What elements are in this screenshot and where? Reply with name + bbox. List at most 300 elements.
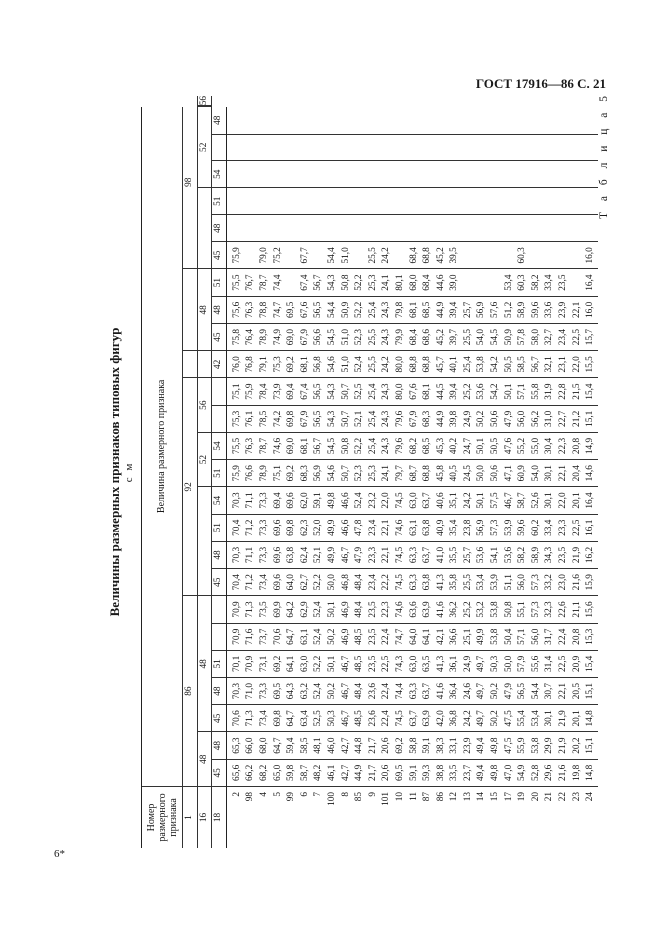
table-cell [435, 107, 449, 134]
table-cell: 54,0 [475, 323, 489, 350]
table-cell: 69,8 [285, 514, 299, 541]
table-row [421, 96, 435, 848]
table-cell [299, 188, 313, 215]
table-cell: 23,3 [367, 541, 381, 568]
table-cell: 69,0 [285, 323, 299, 350]
table-cell: 36,6 [448, 623, 462, 650]
table-cell: 75,8 [226, 323, 244, 350]
table-cell: 45,7 [435, 351, 449, 378]
table-cell: 56,0 [530, 623, 544, 650]
table-row [435, 96, 449, 848]
table-cell: 71,1 [244, 541, 258, 568]
table-cell: 53,2 [475, 596, 489, 623]
table-cell [543, 134, 557, 161]
table-cell: 23,9 [557, 296, 571, 323]
table-cell: 24,9 [462, 650, 476, 677]
table-cell: 70,3 [226, 487, 244, 514]
table-cell: 60,3 [516, 269, 530, 296]
table-cell: 50,6 [489, 405, 503, 432]
table-cell: 50,8 [340, 432, 354, 459]
table-cell: 71,2 [244, 569, 258, 596]
table-cell: 58,2 [530, 269, 544, 296]
row-number: 100 [326, 791, 337, 806]
table-cell [353, 242, 367, 269]
table-cell: 68,8 [421, 242, 435, 269]
table-cell: 39,7 [448, 323, 462, 350]
table-cell: 78,9 [258, 460, 272, 487]
table-cell: 30,7 [543, 678, 557, 705]
table-cell [543, 215, 557, 242]
table-cell: 73,7 [258, 623, 272, 650]
column-label: 42 [212, 351, 227, 378]
table-cell: 23,4 [367, 514, 381, 541]
table-cell: 42,0 [435, 705, 449, 732]
table-cell: 59,8 [285, 759, 299, 786]
table-cell [367, 188, 381, 215]
table-cell: 23,5 [367, 650, 381, 677]
table-cell: 25,4 [367, 432, 381, 459]
table-row [394, 96, 408, 848]
table-cell: 68,7 [408, 460, 422, 487]
table-cell [380, 188, 394, 215]
table-cell: 68,4 [408, 323, 422, 350]
table-cell: 69,4 [272, 487, 286, 514]
table-cell: 54,5 [489, 323, 503, 350]
table-cell [571, 188, 585, 215]
table-cell: 70,3 [226, 541, 244, 568]
table-cell: 44,6 [435, 269, 449, 296]
table-cell: 69,6 [272, 541, 286, 568]
table-cell: 40,9 [435, 514, 449, 541]
table-cell: 59,3 [421, 759, 435, 786]
table-cell [584, 134, 598, 161]
table-cell: 36,1 [448, 650, 462, 677]
table-cell: 63,7 [421, 487, 435, 514]
subgroup-header: 48 [197, 596, 212, 732]
table-cell: 42,1 [435, 623, 449, 650]
table-cell: 25,7 [462, 541, 476, 568]
table-cell [285, 107, 299, 134]
table-cell [272, 215, 286, 242]
table-cell: 25,2 [462, 596, 476, 623]
table-cell: 22,5 [557, 650, 571, 677]
table-cell: 31,9 [543, 378, 557, 405]
table-cell [421, 161, 435, 188]
table-cell: 58,7 [299, 759, 313, 786]
table-cell [448, 134, 462, 161]
table-cell: 80,1 [394, 269, 408, 296]
table-cell: 56,8 [312, 351, 326, 378]
table-cell: 50,9 [340, 296, 354, 323]
table-cell: 32,7 [543, 323, 557, 350]
table-cell [435, 134, 449, 161]
table-cell [299, 161, 313, 188]
table-cell: 23,9 [462, 732, 476, 759]
table-cell: 73,1 [258, 650, 272, 677]
table-cell: 63,7 [421, 541, 435, 568]
table-cell: 68,5 [421, 432, 435, 459]
table-cell: 22,4 [380, 623, 394, 650]
table-cell: 20,1 [571, 705, 585, 732]
table-cell [421, 134, 435, 161]
table-cell [462, 188, 476, 215]
table-cell [489, 188, 503, 215]
table-cell: 48,5 [353, 623, 367, 650]
table-cell [489, 161, 503, 188]
table-cell: 21,7 [367, 759, 381, 786]
table-cell: 54,1 [489, 541, 503, 568]
table-cell: 23,4 [557, 323, 571, 350]
table-cell [543, 242, 557, 269]
table-cell: 41,6 [435, 678, 449, 705]
table-cell: 54,5 [326, 323, 340, 350]
table-cell [462, 215, 476, 242]
table-cell [380, 134, 394, 161]
table-cell: 80,0 [394, 378, 408, 405]
table-row [244, 96, 258, 848]
table-cell: 20,6 [380, 759, 394, 786]
column-label [212, 378, 227, 405]
page-mark: 6* [54, 848, 65, 860]
table-cell: 68,5 [421, 296, 435, 323]
table-cell: 75,9 [226, 460, 244, 487]
table-cell: 69,8 [285, 405, 299, 432]
table-cell: 24,6 [462, 678, 476, 705]
table-cell [326, 134, 340, 161]
table-cell: 14,9 [584, 432, 598, 459]
column-label: 54 [212, 161, 227, 188]
table-cell: 56,0 [516, 569, 530, 596]
table-cell: 68,4 [408, 242, 422, 269]
table-cell: 54,2 [489, 378, 503, 405]
table-cell [584, 161, 598, 188]
table-cell [448, 215, 462, 242]
table-cell: 52,1 [312, 541, 326, 568]
table-cell [258, 215, 272, 242]
table-cell: 46,6 [340, 514, 354, 541]
table-cell: 74,3 [394, 650, 408, 677]
table-cell: 59,1 [421, 732, 435, 759]
table-cell: 16,4 [584, 487, 598, 514]
group-header: 92 [183, 378, 198, 596]
table-cell [353, 134, 367, 161]
table-cell: 68,1 [299, 351, 313, 378]
table-cell: 40,6 [435, 487, 449, 514]
table-cell: 48,5 [353, 650, 367, 677]
table-row [258, 96, 272, 848]
table-cell: 68,8 [421, 460, 435, 487]
table-cell: 52,3 [353, 323, 367, 350]
table-cell: 74,4 [394, 678, 408, 705]
table-cell: 25,5 [367, 323, 381, 350]
table-cell: 68,0 [408, 269, 422, 296]
table-cell [503, 161, 517, 188]
table-cell: 69,8 [272, 705, 286, 732]
table-cell [285, 161, 299, 188]
table-cell: 78,4 [258, 378, 272, 405]
table-cell: 52,4 [312, 623, 326, 650]
table-cell [285, 188, 299, 215]
table-cell: 45,2 [435, 323, 449, 350]
table-cell: 23,3 [557, 514, 571, 541]
table-cell: 39,4 [448, 378, 462, 405]
table-cell: 32,1 [543, 351, 557, 378]
table-cell: 64,1 [285, 650, 299, 677]
row-number: 14 [476, 791, 487, 802]
subgroup-header [197, 188, 212, 269]
table-cell [489, 242, 503, 269]
table-cell [462, 107, 476, 134]
table-cell [503, 188, 517, 215]
table-cell: 23,4 [367, 569, 381, 596]
table-cell: 54,4 [530, 678, 544, 705]
table-cell: 54,4 [326, 296, 340, 323]
table-cell: 70,9 [244, 650, 258, 677]
table-cell: 22,3 [557, 432, 571, 459]
table-cell: 54,6 [326, 351, 340, 378]
table-cell: 30,4 [543, 432, 557, 459]
table-cell [503, 242, 517, 269]
table-cell: 69,4 [285, 378, 299, 405]
table-cell: 71,3 [244, 705, 258, 732]
table-row [503, 96, 517, 848]
table-cell [353, 161, 367, 188]
table-cell [408, 134, 422, 161]
table-cell: 67,9 [299, 405, 313, 432]
table-cell: 68,3 [421, 405, 435, 432]
row-number: 6 [299, 791, 310, 797]
table-cell [543, 188, 557, 215]
table-cell [380, 107, 394, 134]
table-cell: 15,1 [584, 732, 598, 759]
table-cell [312, 134, 326, 161]
table-cell: 74,4 [272, 269, 286, 296]
table-cell: 69,0 [285, 432, 299, 459]
table-cell: 63,1 [299, 623, 313, 650]
table-cell: 51,0 [340, 242, 354, 269]
table-cell: 59,6 [516, 514, 530, 541]
table-cell: 30,1 [543, 460, 557, 487]
table-cell: 56,5 [312, 405, 326, 432]
table-cell: 75,5 [226, 269, 244, 296]
table-cell: 63,7 [408, 705, 422, 732]
table-cell: 21,9 [571, 541, 585, 568]
table-cell: 70,1 [226, 650, 244, 677]
table-cell: 46,7 [340, 705, 354, 732]
table-cell: 52,0 [312, 514, 326, 541]
column-label: 45 [212, 759, 227, 786]
table-cell [475, 242, 489, 269]
row-number: 86 [435, 791, 446, 802]
table-cell: 46,8 [340, 569, 354, 596]
column-label: 51 [212, 460, 227, 487]
table-cell: 22,1 [380, 541, 394, 568]
table-cell [557, 188, 571, 215]
table-cell: 24,9 [462, 405, 476, 432]
table-cell: 79,1 [258, 351, 272, 378]
table-cell: 50,2 [475, 405, 489, 432]
table-cell: 57,8 [516, 323, 530, 350]
table-cell [299, 215, 313, 242]
table-cell: 50,1 [475, 432, 489, 459]
table-cell: 79,0 [258, 242, 272, 269]
table-cell: 56,7 [312, 432, 326, 459]
table-cell: 56,9 [312, 460, 326, 487]
table-cell: 44,8 [353, 732, 367, 759]
data-table [141, 96, 598, 848]
table-cell [340, 134, 354, 161]
table-cell: 69,2 [272, 650, 286, 677]
table-cell: 56,2 [530, 405, 544, 432]
table-cell: 79,7 [394, 460, 408, 487]
table-cell: 63,1 [408, 514, 422, 541]
table-cell: 59,1 [312, 487, 326, 514]
table-cell: 56,7 [530, 351, 544, 378]
table-cell: 24,2 [462, 705, 476, 732]
table-cell: 69,6 [285, 487, 299, 514]
table-cell: 47,6 [503, 432, 517, 459]
table-cell [367, 161, 381, 188]
subgroup-header: 48 [197, 269, 212, 351]
table-cell: 47,8 [353, 514, 367, 541]
row-number: 15 [490, 791, 501, 802]
table-cell: 24,1 [380, 460, 394, 487]
table-cell: 24,2 [462, 487, 476, 514]
table-cell: 22,4 [380, 678, 394, 705]
table-cell: 42,7 [340, 732, 354, 759]
table-cell: 20,8 [571, 432, 585, 459]
table-cell: 73,4 [258, 705, 272, 732]
row-number: 87 [422, 791, 433, 802]
table-cell [435, 215, 449, 242]
table-cell: 67,6 [299, 296, 313, 323]
table-cell [408, 188, 422, 215]
table-row [367, 96, 381, 848]
table-row [530, 96, 544, 848]
table-cell: 55,4 [516, 705, 530, 732]
table-cell: 50,4 [503, 623, 517, 650]
table-cell: 64,1 [421, 623, 435, 650]
table-cell: 46,7 [340, 678, 354, 705]
row-number-header [142, 786, 183, 848]
table-cell: 74,5 [394, 569, 408, 596]
table-cell: 58,9 [516, 296, 530, 323]
row-number: 2 [231, 791, 242, 797]
table-cell: 25,5 [367, 242, 381, 269]
table-cell: 50,0 [503, 650, 517, 677]
table-cell [543, 161, 557, 188]
table-cell: 53,6 [503, 541, 517, 568]
table-cell: 14,8 [584, 705, 598, 732]
table-cell: 63,4 [299, 705, 313, 732]
table-cell: 47,1 [503, 460, 517, 487]
table-cell [226, 188, 244, 215]
table-cell: 63,0 [408, 650, 422, 677]
row-number: 11 [408, 791, 419, 801]
table-cell [448, 188, 462, 215]
table-cell: 22,5 [571, 514, 585, 541]
table-row [571, 96, 585, 848]
table-cell: 56,0 [516, 405, 530, 432]
table-cell: 50,2 [326, 678, 340, 705]
table-cell [380, 161, 394, 188]
table-cell [353, 188, 367, 215]
table-cell: 20,1 [571, 487, 585, 514]
table-cell: 25,5 [462, 323, 476, 350]
column-label [212, 405, 227, 432]
table-cell: 23,0 [557, 569, 571, 596]
table-cell: 60,2 [530, 514, 544, 541]
table-cell: 45,2 [435, 242, 449, 269]
table-cell: 79,6 [394, 432, 408, 459]
table-cell: 23,7 [462, 759, 476, 786]
table-cell: 50,3 [489, 650, 503, 677]
table-cell: 44,9 [435, 296, 449, 323]
table-cell [584, 215, 598, 242]
table-cell: 68,4 [421, 269, 435, 296]
table-cell: 66,2 [244, 759, 258, 786]
table-cell: 50,0 [475, 460, 489, 487]
table-cell: 73,4 [258, 569, 272, 596]
table-cell [226, 215, 244, 242]
table-cell [380, 215, 394, 242]
table-cell: 48,5 [353, 705, 367, 732]
table-cell: 15,7 [584, 323, 598, 350]
row-number: 20 [530, 791, 541, 802]
row-number-header-line: размерного [156, 793, 168, 842]
row-number: 4 [258, 791, 269, 797]
table-cell: 33,6 [543, 296, 557, 323]
table-cell: 78,5 [258, 405, 272, 432]
table-cell [530, 188, 544, 215]
table-cell: 36,8 [448, 705, 462, 732]
table-cell: 54,0 [530, 460, 544, 487]
table-cell: 45,8 [435, 460, 449, 487]
table-cell: 59,6 [530, 296, 544, 323]
table-cell: 79,9 [394, 323, 408, 350]
table-cell: 49,9 [475, 623, 489, 650]
column-label: 54 [212, 487, 227, 514]
table-cell: 56,9 [475, 514, 489, 541]
table-cell: 78,7 [258, 269, 272, 296]
table-cell [285, 242, 299, 269]
table-cell: 52,4 [353, 487, 367, 514]
table-cell: 50,6 [489, 460, 503, 487]
table-cell: 71,2 [244, 514, 258, 541]
table-cell [475, 134, 489, 161]
table-cell: 50,0 [326, 569, 340, 596]
table-cell: 73,5 [258, 596, 272, 623]
table-cell: 75,9 [226, 242, 244, 269]
table-cell [394, 242, 408, 269]
table-cell: 56,9 [475, 296, 489, 323]
table-cell: 69,2 [285, 460, 299, 487]
table-cell: 50,2 [489, 678, 503, 705]
table-cell: 20,6 [380, 732, 394, 759]
table-cell: 58,5 [299, 732, 313, 759]
table-cell [226, 134, 244, 161]
group-header [183, 269, 198, 351]
table-cell [530, 215, 544, 242]
table-cell: 36,2 [448, 596, 462, 623]
table-cell [530, 161, 544, 188]
table-cell: 64,2 [285, 596, 299, 623]
table-cell: 52,1 [353, 405, 367, 432]
table-row [462, 96, 476, 848]
table-cell: 22,5 [380, 650, 394, 677]
table-row [285, 96, 299, 848]
table-cell [258, 134, 272, 161]
